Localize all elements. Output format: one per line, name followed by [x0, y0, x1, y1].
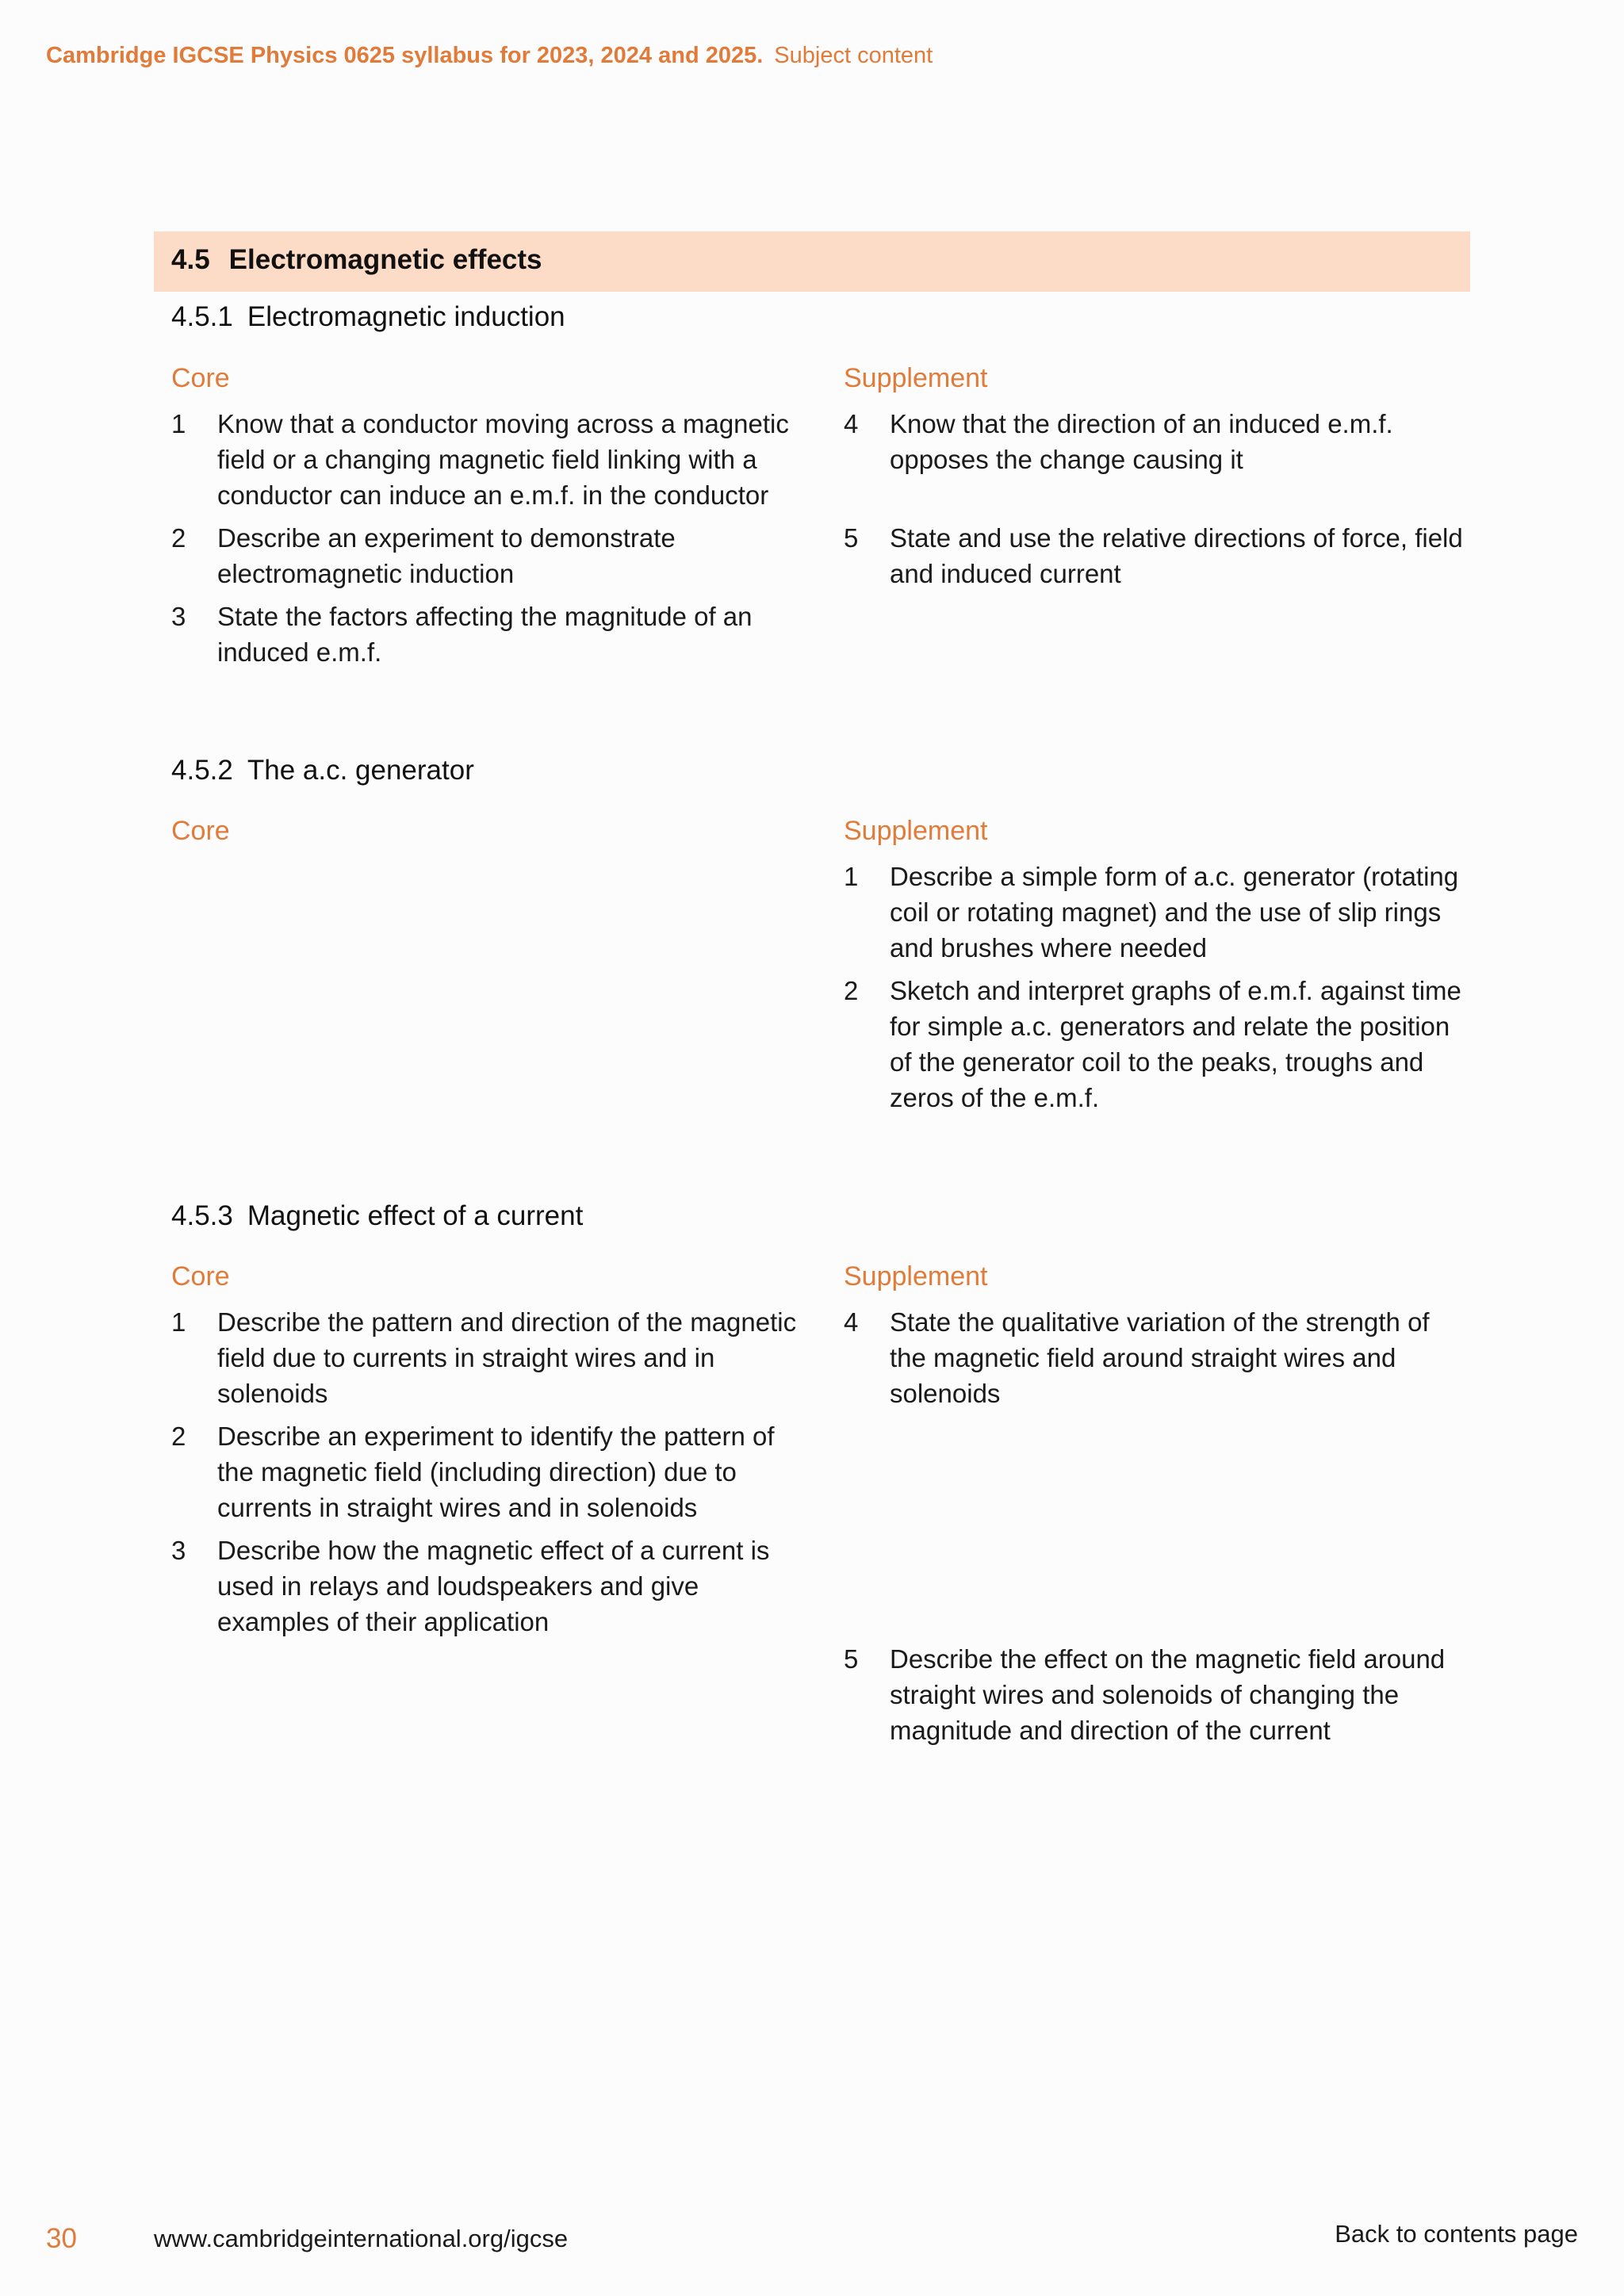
back-to-contents-link[interactable]: Back to contents page	[1335, 2220, 1578, 2248]
document-section: Subject content	[774, 43, 933, 68]
learning-objective	[171, 406, 806, 513]
subsection-title	[171, 1200, 583, 1232]
document-title: Cambridge IGCSE Physics 0625 syllabus for 2023, 2024 and 2025.	[46, 43, 764, 68]
subsection-number: 4.5.3	[171, 1200, 233, 1231]
objective-text: State the qualitative variation of the strength of the magnetic field around straight wires and solenoids	[890, 1307, 1430, 1408]
learning-objective	[844, 859, 1470, 966]
section-number: 4.5	[171, 244, 210, 275]
objective-number: 5	[844, 1644, 859, 1674]
objective-text: Describe an experiment to demonstrate electromagnetic induction	[217, 523, 676, 588]
website-link[interactable]: www.cambridgeinternational.org/igcse	[154, 2225, 569, 2252]
objective-number: 2	[171, 523, 186, 553]
section-title: Electromagnetic effects	[228, 244, 542, 275]
supplement-label: Supplement	[844, 1261, 988, 1292]
learning-objective	[171, 599, 806, 670]
objective-text: Describe a simple form of a.c. generator (rotating coil or rotating magnet) and the use of slip rings and brushes where needed	[890, 862, 1459, 962]
objective-text: Sketch and interpret graphs of e.m.f. against time for simple a.c. generators and relate the position of the generator coil to the peaks, troughs and zeros of the e.m.f.	[890, 976, 1461, 1112]
objective-text: Know that a conductor moving across a magnetic field or a changing magnetic field linking with a conductor can induce an e.m.f. in the conductor	[217, 409, 789, 510]
subsection-name: The a.c. generator	[247, 755, 474, 786]
objective-number: 3	[171, 1536, 186, 1565]
core-label: Core	[171, 1261, 230, 1292]
subsection-number: 4.5.1	[171, 301, 233, 332]
objective-number: 4	[844, 409, 859, 438]
subsection-name: Electromagnetic induction	[247, 301, 565, 332]
objective-text: Describe how the magnetic effect of a current is used in relays and loudspeakers and give examples of their application	[217, 1536, 770, 1636]
objective-number: 2	[844, 976, 859, 1005]
learning-objective	[844, 520, 1470, 591]
learning-objective	[844, 406, 1470, 477]
learning-objective	[844, 1641, 1470, 1748]
objective-text: State and use the relative directions of force, field and induced current	[890, 523, 1463, 588]
objective-number: 1	[171, 409, 186, 438]
objective-text: Describe the effect on the magnetic field around straight wires and solenoids of changing the magnitude and direction of the current	[890, 1644, 1446, 1745]
objective-number: 1	[844, 862, 859, 891]
objective-text: State the factors affecting the magnitude of an induced e.m.f.	[217, 602, 753, 667]
learning-objective	[844, 1304, 1470, 1411]
objective-number: 1	[171, 1307, 186, 1337]
subsection-number: 4.5.2	[171, 755, 233, 786]
learning-objective	[171, 1418, 806, 1525]
objective-text: Describe the pattern and direction of the magnetic field due to currents in straight wires and in solenoids	[217, 1307, 797, 1408]
core-label: Core	[171, 363, 230, 393]
subsection-name: Magnetic effect of a current	[247, 1200, 584, 1231]
objective-text: Describe an experiment to identify the pattern of the magnetic field (including direction) due to currents in straight wires and in solenoids	[217, 1422, 775, 1522]
running-header	[46, 43, 933, 69]
learning-objective	[171, 520, 806, 591]
objective-number: 2	[171, 1422, 186, 1451]
subsection-title	[171, 755, 474, 786]
learning-objective	[171, 1533, 806, 1640]
page-number: 30	[46, 2223, 77, 2254]
section-heading	[171, 244, 542, 276]
core-label: Core	[171, 816, 230, 846]
objective-number: 5	[844, 523, 859, 553]
learning-objective	[171, 1304, 806, 1411]
objective-number: 3	[171, 602, 186, 631]
subsection-title	[171, 301, 565, 333]
learning-objective	[844, 973, 1470, 1115]
supplement-label: Supplement	[844, 363, 988, 393]
objective-number: 4	[844, 1307, 859, 1337]
supplement-label: Supplement	[844, 816, 988, 846]
objective-text: Know that the direction of an induced e.m.f. opposes the change causing it	[890, 409, 1393, 474]
